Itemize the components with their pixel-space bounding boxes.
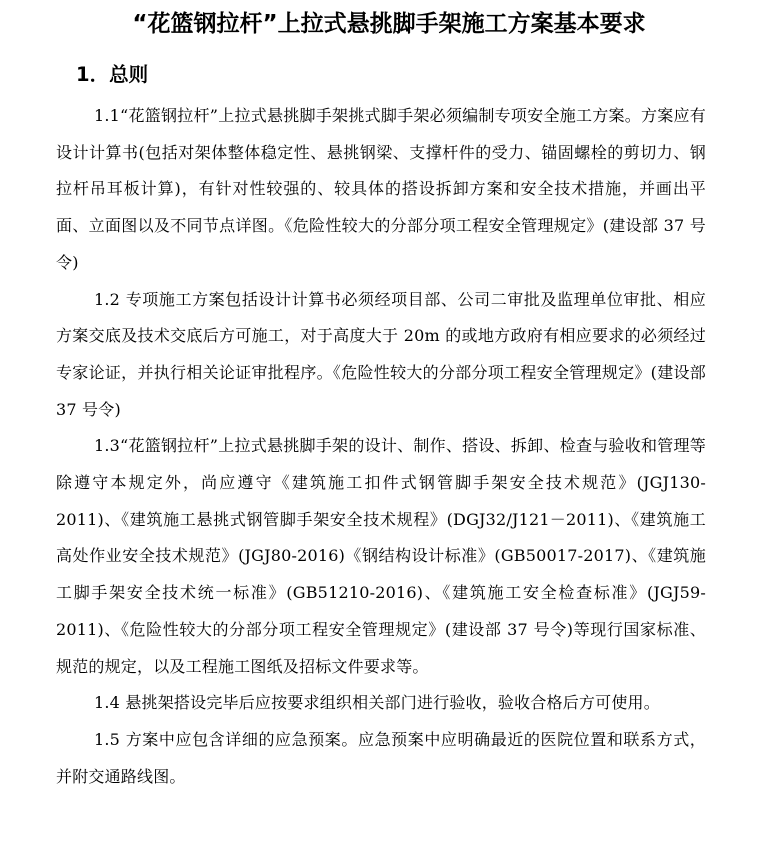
paragraph-1-4: 1.4 悬挑架搭设完毕后应按要求组织相关部门进行验收，验收合格后方可使用。 bbox=[94, 693, 660, 713]
paragraph-1-2: 1.2 专项施工方案包括设计计算书必须经项目部、公司二审批及监理单位审批、相应方案交底及技术交底后方可施工，对于高度大于 20m 的或地方政府有相应要求的必须经过专家论证，并执行相关论证审批程序。《危险性较大的分部分项工程安全管理规定》(建设部 37 号令) bbox=[56, 289, 706, 419]
section-body bbox=[56, 98, 706, 795]
paragraph-1-5: 1.5 方案中应包含详细的应急预案。应急预案中应明确最近的医院位置和联系方式，并附交通路线图。 bbox=[56, 729, 706, 786]
document-title: “花篮钢拉杆”上拉式悬挑脚手架施工方案基本要求 bbox=[132, 11, 646, 37]
paragraph-1-1: 1.1“花篮钢拉杆”上拉式悬挑脚手架挑式脚手架必须编制专项安全施工方案。方案应有设计计算书(包括对架体整体稳定性、悬挑钢梁、支撑杆件的受力、锚固螺栓的剪切力、钢拉杆吊耳板计算)，有针对性较强的、较具体的搭设拆卸方案和安全技术措施，并画出平面、立面图以及不同节点详图。《危险性较大的分部分项工程安全管理规定》(建设部 37 号令) bbox=[56, 106, 706, 272]
paragraph-1-3: 1.3“花篮钢拉杆”上拉式悬挑脚手架的设计、制作、搭设、拆卸、检查与验收和管理等除遵守本规定外，尚应遵守《建筑施工扣件式钢管脚手架安全技术规范》(JGJ130-2011)、《建筑施工悬挑式钢管脚手架安全技术规程》(DGJ32/J121－2011)、《建筑施工高处作业安全技术规范》(JGJ80-2016)《钢结构设计标准》(GB50017-2017)、《建筑施工脚手架安全技术统一标准》(GB51210-2016)、《建筑施工安全检查标准》(JGJ59-2011)、《危险性较大的分部分项工程安全管理规定》(建设部 37 号令)等现行国家标准、规范的规定，以及工程施工图纸及招标文件要求等。 bbox=[56, 436, 706, 676]
section-heading: 1．总则 bbox=[76, 63, 149, 86]
